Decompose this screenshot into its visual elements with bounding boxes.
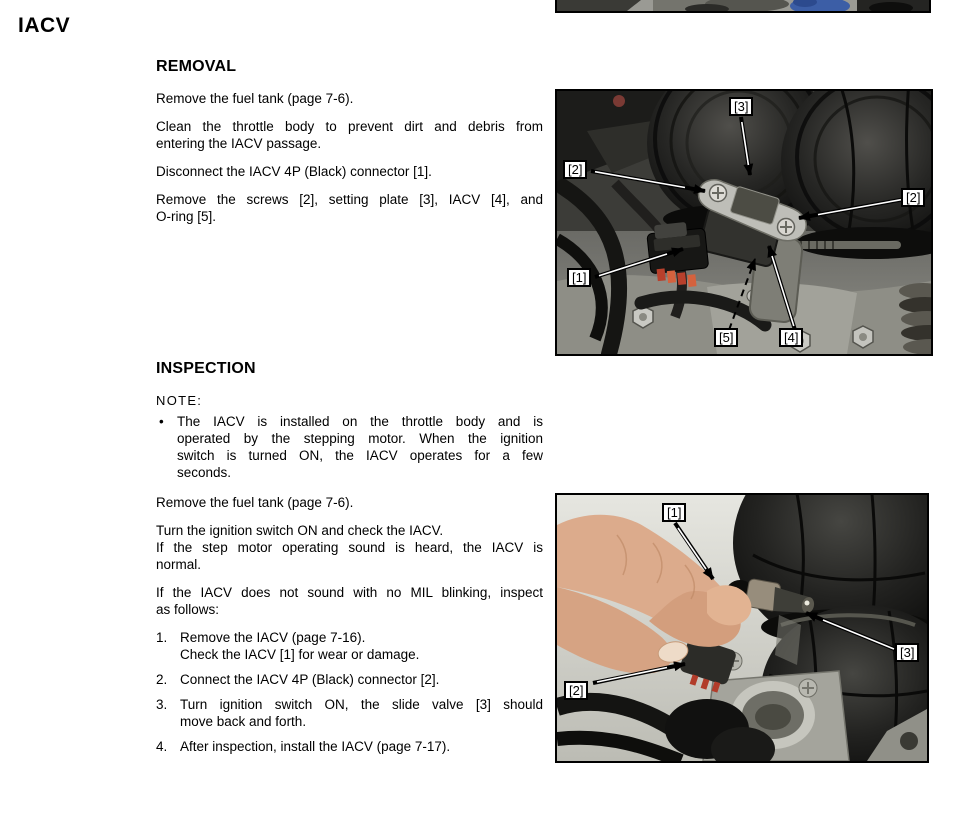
removal-paragraph-4 [156, 191, 543, 225]
step-number: 3. [156, 697, 168, 712]
text-line: Clean the throttle body to prevent dirt and debris from [156, 119, 543, 134]
inspection-paragraph-1 [156, 494, 543, 511]
note-label: NOTE: [156, 393, 203, 408]
text-line: as follows: [156, 602, 220, 617]
callout-label: [3] [729, 97, 753, 116]
inspection-heading: INSPECTION [156, 360, 256, 377]
bullet-icon: • [159, 414, 164, 429]
text-line: Turn ignition switch ON, the slide valve [3] should [180, 697, 543, 712]
text-line: If the IACV does not sound with no MIL blinking, inspect [156, 585, 543, 600]
text-line: switch is turned ON, the IACV operates for a few [177, 448, 543, 463]
removal-paragraph-1 [156, 90, 543, 107]
text-line: If the step motor operating sound is heard, the IACV is [156, 540, 543, 555]
note-text [177, 413, 543, 481]
note-item [156, 413, 543, 481]
section-inspection [156, 359, 543, 763]
text-line: normal. [156, 557, 202, 572]
text-line: Disconnect the IACV 4P (Black) connector [1]. [156, 164, 432, 179]
step-text [180, 629, 543, 663]
removal-paragraph-2 [156, 118, 543, 152]
text-line: O-ring [5]. [156, 209, 217, 224]
callout-label: [4] [779, 328, 803, 347]
text-line: Remove the fuel tank (page 7-6). [156, 91, 354, 106]
text-line: Connect the IACV 4P (Black) connector [2]. [180, 672, 440, 687]
text-line: entering the IACV passage. [156, 136, 322, 151]
text-line: Remove the screws [2], setting plate [3], IACV [4], and [156, 192, 543, 207]
inspection-step-2 [156, 671, 543, 688]
inspection-paragraph-2 [156, 522, 543, 573]
inspection-photo [555, 493, 929, 763]
callout-label: [3] [895, 643, 919, 662]
step-text [180, 696, 543, 730]
callout-label: [2] [563, 160, 587, 179]
step-number: 4. [156, 739, 168, 754]
callout-label: [5] [714, 328, 738, 347]
removal-photo [555, 89, 933, 356]
text-line: Turn the ignition switch ON and check the IACV. [156, 523, 444, 538]
callout-label: [2] [564, 681, 588, 700]
text-line: The IACV is installed on the throttle body and is [177, 414, 543, 429]
callout-label: [2] [901, 188, 925, 207]
text-line: Check the IACV [1] for wear or damage. [180, 647, 420, 662]
callout-label: [1] [662, 503, 686, 522]
callout-label: [1] [567, 268, 591, 287]
partial-top-photo-illustration [557, 0, 929, 11]
inspection-paragraph-3 [156, 584, 543, 618]
text-line: After inspection, install the IACV (page 7-17). [180, 739, 451, 754]
text-line: seconds. [177, 465, 232, 480]
step-text [180, 738, 543, 755]
text-line: move back and forth. [180, 714, 307, 729]
page-title: IACV [18, 14, 71, 37]
inspection-step-1 [156, 629, 543, 663]
section-removal [156, 57, 543, 236]
removal-photo-illustration [557, 91, 931, 354]
inspection-photo-illustration [557, 495, 927, 761]
partial-top-photo [555, 0, 931, 13]
step-number: 1. [156, 630, 168, 645]
text-line: Remove the fuel tank (page 7-6). [156, 495, 354, 510]
step-text [180, 671, 543, 688]
text-line: Remove the IACV (page 7-16). [180, 630, 366, 645]
inspection-step-3 [156, 696, 543, 730]
removal-paragraph-3 [156, 163, 543, 180]
step-number: 2. [156, 672, 168, 687]
text-line: operated by the stepping motor. When the ignition [177, 431, 543, 446]
inspection-step-4 [156, 738, 543, 755]
removal-heading: REMOVAL [156, 58, 237, 75]
